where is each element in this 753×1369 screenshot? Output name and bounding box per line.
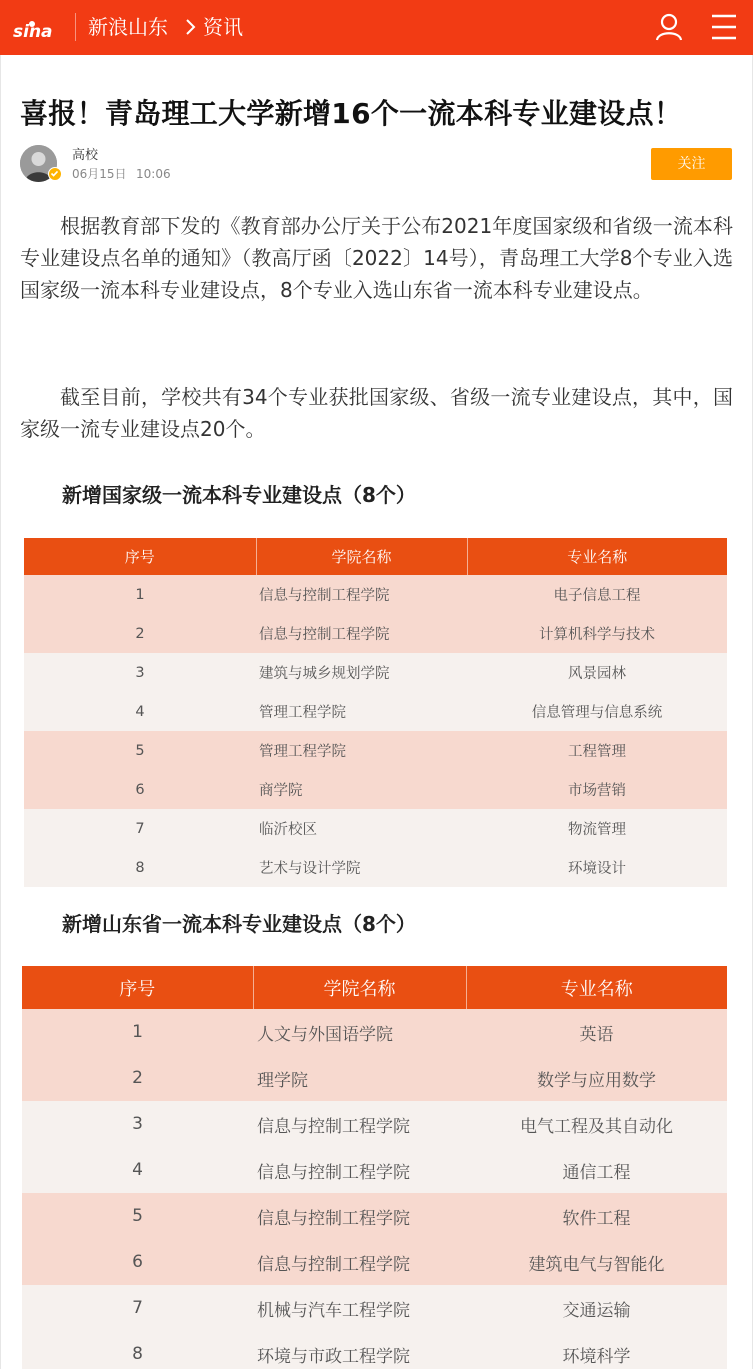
cell-major: 电气工程及其自动化	[466, 1101, 727, 1147]
cell-index: 8	[22, 1331, 253, 1369]
table-row	[24, 614, 727, 653]
cell-index: 7	[22, 1285, 253, 1331]
cell-college: 信息与控制工程学院	[253, 1101, 466, 1147]
cell-index: 3	[24, 653, 256, 692]
menu-icon[interactable]	[710, 13, 738, 41]
cell-major: 数学与应用数学	[466, 1055, 727, 1101]
cell-college: 信息与控制工程学院	[253, 1193, 466, 1239]
national-majors-table	[24, 538, 727, 887]
cell-major: 电子信息工程	[467, 575, 727, 614]
cell-index: 5	[22, 1193, 253, 1239]
cell-major: 软件工程	[466, 1193, 727, 1239]
column-header-index: 序号	[22, 966, 253, 1009]
page-frame-left	[0, 55, 1, 1369]
cell-major: 通信工程	[466, 1147, 727, 1193]
table-row	[24, 692, 727, 731]
cell-college: 环境与市政工程学院	[253, 1331, 466, 1369]
verified-badge-icon	[48, 167, 62, 181]
cell-major: 风景园林	[467, 653, 727, 692]
table-row	[22, 1331, 727, 1369]
cell-college: 机械与汽车工程学院	[253, 1285, 466, 1331]
column-header-college: 学院名称	[253, 966, 466, 1009]
table-row	[24, 575, 727, 614]
header-divider	[75, 13, 76, 41]
cell-college: 信息与控制工程学院	[256, 614, 467, 653]
table-row	[22, 1239, 727, 1285]
table-row	[22, 1193, 727, 1239]
cell-college: 管理工程学院	[256, 692, 467, 731]
cell-index: 1	[24, 575, 256, 614]
cell-major: 信息管理与信息系统	[467, 692, 727, 731]
cell-index: 8	[24, 848, 256, 887]
section-heading-national: 新增国家级一流本科专业建设点（8个）	[62, 483, 416, 507]
cell-index: 4	[22, 1147, 253, 1193]
author-name[interactable]: 高校	[72, 148, 99, 163]
cell-college: 信息与控制工程学院	[256, 575, 467, 614]
cell-college: 商学院	[256, 770, 467, 809]
cell-major: 环境设计	[467, 848, 727, 887]
follow-button[interactable]: 关注	[651, 148, 732, 180]
breadcrumb-site[interactable]: 新浪山东	[88, 15, 168, 39]
cell-major: 建筑电气与智能化	[466, 1239, 727, 1285]
cell-college: 艺术与设计学院	[256, 848, 467, 887]
breadcrumb-channel[interactable]: 资讯	[203, 15, 243, 39]
top-nav-bar	[0, 0, 753, 55]
table-row	[22, 1285, 727, 1331]
cell-college: 人文与外国语学院	[253, 1009, 466, 1055]
author-row	[20, 145, 733, 185]
column-header-major: 专业名称	[466, 966, 727, 1009]
table-row	[22, 1055, 727, 1101]
table-row	[24, 809, 727, 848]
table-row	[24, 770, 727, 809]
table-row	[24, 653, 727, 692]
user-icon[interactable]	[654, 12, 684, 42]
cell-index: 1	[22, 1009, 253, 1055]
cell-index: 6	[24, 770, 256, 809]
table-row	[24, 848, 727, 887]
table-header-row	[24, 538, 727, 575]
cell-major: 环境科学	[466, 1331, 727, 1369]
cell-college: 临沂校区	[256, 809, 467, 848]
column-header-college: 学院名称	[256, 538, 467, 575]
cell-major: 工程管理	[467, 731, 727, 770]
table-row	[22, 1147, 727, 1193]
sina-logo-mark	[12, 13, 62, 43]
cell-major: 英语	[466, 1009, 727, 1055]
table-row	[22, 1101, 727, 1147]
cell-index: 3	[22, 1101, 253, 1147]
sina-logo[interactable]	[12, 13, 62, 43]
cell-index: 2	[24, 614, 256, 653]
cell-major: 市场营销	[467, 770, 727, 809]
table-header-row	[22, 966, 727, 1009]
post-time: 10:06	[136, 167, 171, 181]
cell-college: 信息与控制工程学院	[253, 1239, 466, 1285]
column-header-index: 序号	[24, 538, 256, 575]
cell-index: 2	[22, 1055, 253, 1101]
cell-college: 理学院	[253, 1055, 466, 1101]
cell-index: 5	[24, 731, 256, 770]
chevron-right-icon	[180, 15, 202, 39]
cell-college: 信息与控制工程学院	[253, 1147, 466, 1193]
cell-major: 物流管理	[467, 809, 727, 848]
article-title: 喜报！青岛理工大学新增16个一流本科专业建设点！	[20, 97, 683, 130]
article-paragraph: 截至目前，学校共有34个专业获批国家级、省级一流专业建设点，其中，国家级一流专业建设点20个。	[20, 385, 733, 441]
cell-major: 交通运输	[466, 1285, 727, 1331]
svg-text:sina: sina	[13, 22, 53, 42]
article-paragraph: 根据教育部下发的《教育部办公厅关于公布2021年度国家级和省级一流本科专业建设点名单的通知》（教高厅函〔2022〕14号），青岛理工大学8个专业入选国家级一流本科专业建设点，8个专业入选山东省一流本科专业建设点。	[20, 214, 733, 302]
cell-college: 建筑与城乡规划学院	[256, 653, 467, 692]
section-heading-provincial: 新增山东省一流本科专业建设点（8个）	[62, 912, 416, 936]
column-header-major: 专业名称	[467, 538, 727, 575]
cell-index: 4	[24, 692, 256, 731]
post-date: 06月15日	[72, 167, 127, 181]
table-row	[24, 731, 727, 770]
provincial-majors-table	[22, 966, 727, 1369]
cell-index: 6	[22, 1239, 253, 1285]
cell-college: 管理工程学院	[256, 731, 467, 770]
cell-major: 计算机科学与技术	[467, 614, 727, 653]
cell-index: 7	[24, 809, 256, 848]
table-row	[22, 1009, 727, 1055]
